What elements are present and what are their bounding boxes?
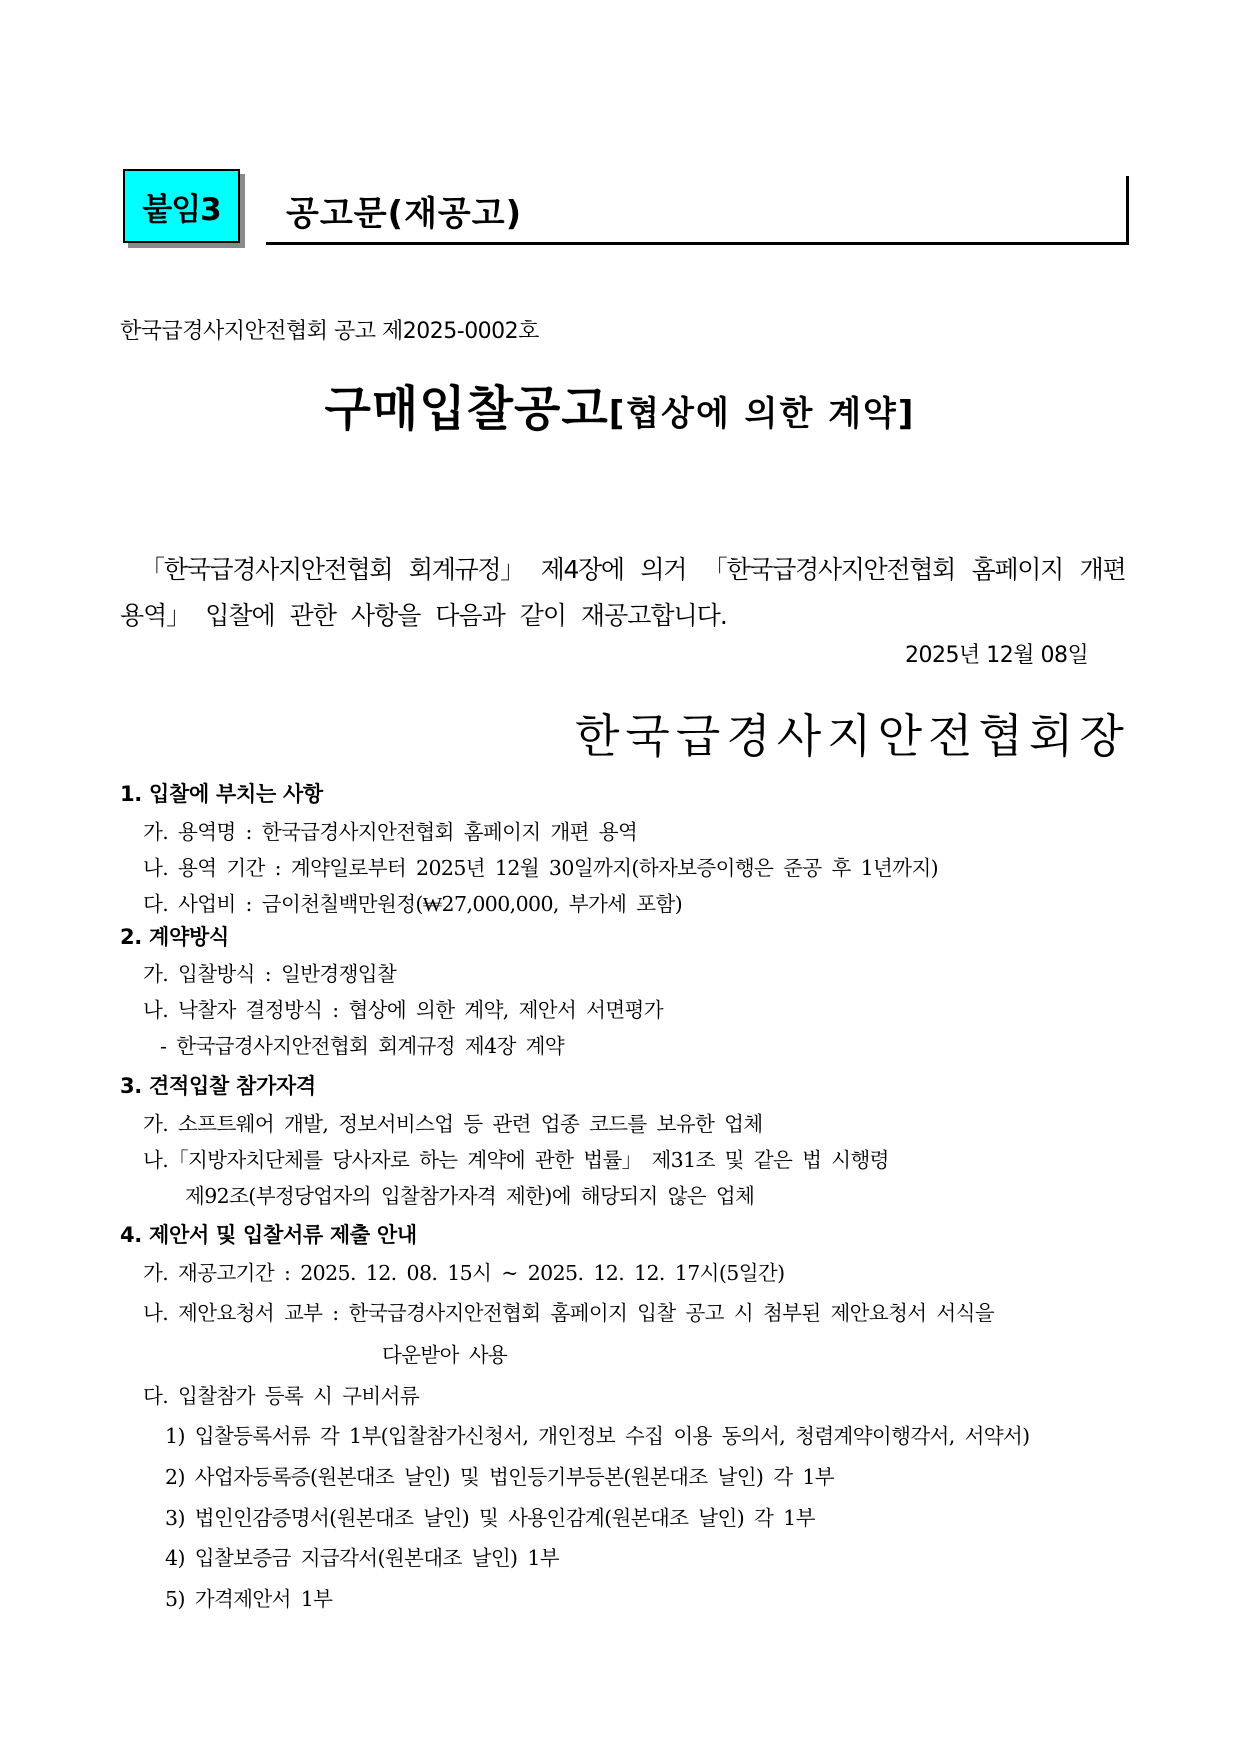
section-4-item-a: 가. 재공고기간 : 2025. 12. 08. 15시 ~ 2025. 12. 12. 17시(5일간) <box>143 1261 785 1285</box>
section-2-title: 2. 계약방식 <box>120 925 229 949</box>
required-doc-2: 2) 사업자등록증(원본대조 날인) 및 법인등기부등본(원본대조 날인) 각 1부 <box>165 1465 834 1489</box>
document-title: 공고문(재공고) <box>286 194 523 234</box>
headline-sub: [협상에 의한 계약] <box>608 394 916 434</box>
attachment-badge: 붙임3 <box>123 169 240 243</box>
section-3-title: 3. 견적입찰 참가자격 <box>120 1074 316 1098</box>
section-1-title: 1. 입찰에 부치는 사항 <box>120 782 323 806</box>
notice-number: 한국급경사지안전협회 공고 제2025-0002호 <box>120 319 539 344</box>
section-3-item-b-cont: 제92조(부정당업자의 입찰참가자격 제한)에 해당되지 않은 업체 <box>185 1184 755 1208</box>
required-doc-5: 5) 가격제안서 1부 <box>165 1587 333 1611</box>
section-4-item-b-cont: 다운받아 사용 <box>382 1343 508 1367</box>
headline-main: 구매입찰공고 <box>324 381 609 437</box>
section-4-item-b: 나. 제안요청서 교부 : 한국급경사지안전협회 홈페이지 입찰 공고 시 첨부된 제안요청서 서식을 <box>143 1301 995 1325</box>
issuer-name: 한국급경사지안전협회장 <box>575 709 1130 763</box>
section-1-item-a: 가. 용역명 : 한국급경사지안전협회 홈페이지 개편 용역 <box>143 820 638 844</box>
section-4-item-c: 다. 입찰참가 등록 시 구비서류 <box>143 1384 420 1408</box>
headline <box>0 370 1240 439</box>
required-doc-4: 4) 입찰보증금 지급각서(원본대조 날인) 1부 <box>165 1546 559 1570</box>
section-4-title: 4. 제안서 및 입찰서류 제출 안내 <box>120 1223 417 1247</box>
title-right-rule <box>1126 176 1129 245</box>
title-underline <box>266 242 1129 245</box>
section-3-item-b: 나.「지방자치단체를 당사자로 하는 계약에 관한 법률」 제31조 및 같은 법 시행령 <box>143 1148 889 1172</box>
section-2-item-b: 나. 낙찰자 결정방식 : 협상에 의한 계약, 제안서 서면평가 <box>143 998 663 1022</box>
section-1-item-c: 다. 사업비 : 금이천칠백만원정(₩27,000,000, 부가세 포함) <box>143 892 683 916</box>
section-1-item-b: 나. 용역 기간 : 계약일로부터 2025년 12월 30일까지(하자보증이행은 준공 후 1년까지) <box>143 856 939 880</box>
section-2-item-b-sub: - 한국급경사지안전협회 회계규정 제4장 계약 <box>160 1034 565 1058</box>
intro-line-1: 「한국급경사지안전협회 회계규정」 제4장에 의거 「한국급경사지안전협회 홈페이지 개편 <box>140 555 1126 584</box>
required-doc-3: 3) 법인인감증명서(원본대조 날인) 및 사용인감계(원본대조 날인) 각 1부 <box>165 1506 815 1530</box>
section-2-item-a: 가. 입찰방식 : 일반경쟁입찰 <box>143 962 397 986</box>
announcement-date: 2025년 12월 08일 <box>905 643 1089 668</box>
intro-line-2: 용역」 입찰에 관한 사항을 다음과 같이 재공고합니다. <box>120 601 727 630</box>
section-3-item-a: 가. 소프트웨어 개발, 정보서비스업 등 관련 업종 코드를 보유한 업체 <box>143 1112 763 1136</box>
required-doc-1: 1) 입찰등록서류 각 1부(입찰참가신청서, 개인정보 수집 이용 동의서, 청렴계약이행각서, 서약서) <box>165 1424 1030 1448</box>
